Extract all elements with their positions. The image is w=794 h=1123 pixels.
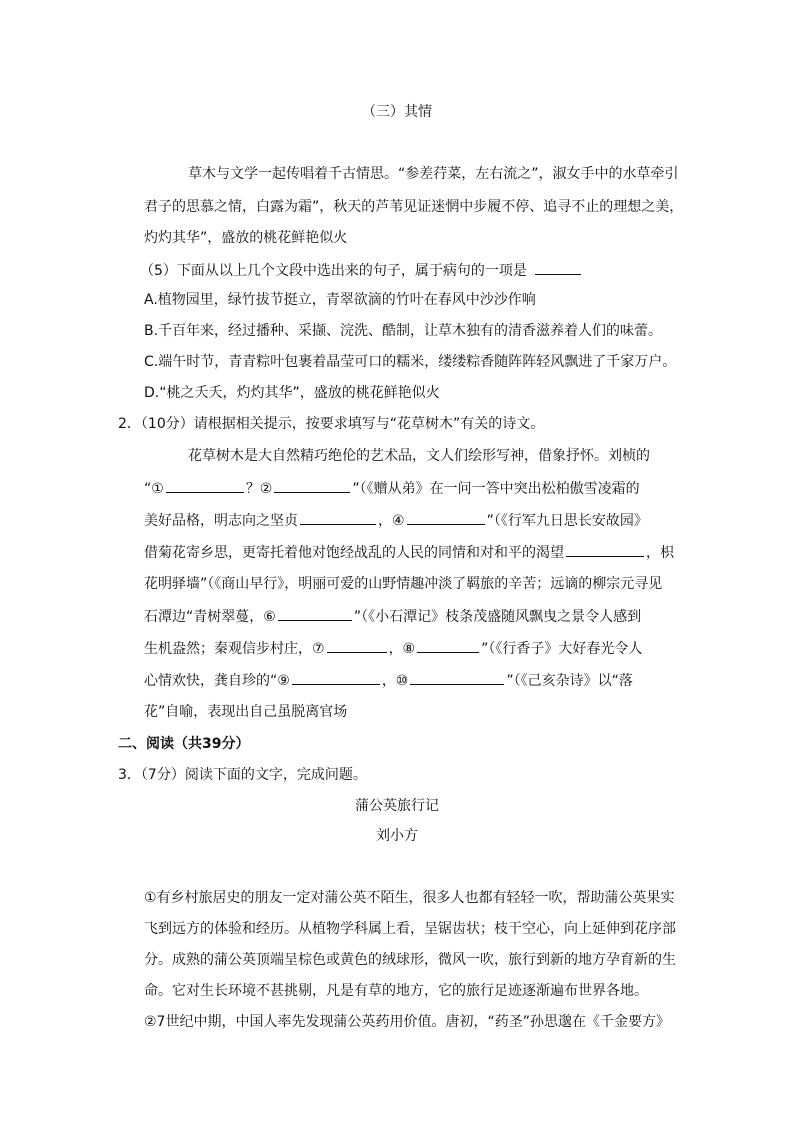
section3-title: （三）其情 — [362, 104, 432, 120]
question5-stem-text: （5）下面从以上几个文段中选出来的句子，属于病句的一项是 — [140, 263, 527, 279]
q2-l8-c: ”（《己亥杂诗》以“落 — [506, 673, 633, 689]
article-p1-line4: 命。它对生长环境不甚挑剔，凡是有草的地方，它的旅行足迹逐渐遍布世界各地。 — [144, 983, 648, 999]
question2-line9: 花”自喻，表现出自己虽脱离官场 — [144, 704, 348, 720]
question2-line4 — [144, 542, 674, 563]
question2-stem: 2．（10分）请根据相关提示，按要求填写与“花草树木”有关的诗文。 — [118, 416, 545, 432]
q2-l4-b: ，枳 — [646, 545, 674, 561]
question2-line5: 花明驿墙”（《商山早行》，明丽可爱的山野情趣冲淡了羁旅的辛苦；远谪的柳宗元寻见 — [144, 576, 663, 592]
option-d: D.“桃之夭夭，灼灼其华”，盛放的桃花鲜艳似火 — [144, 385, 440, 401]
question2-line6 — [144, 606, 641, 627]
question2-line3 — [144, 510, 648, 531]
q2-l8-b: ，⑩ — [381, 673, 409, 689]
q2-l6-a: 石潭边“青树翠蔓，⑥ — [144, 609, 276, 625]
blank-9[interactable] — [292, 670, 380, 685]
question3-stem: 3．（7分）阅读下面的文字，完成问题。 — [118, 767, 367, 783]
question5-stem — [140, 260, 581, 281]
passage3-line1: 草木与文学一起传唱着千古情思。“参差荇菜，左右流之”，淑女手中的水草牵引 — [188, 166, 679, 182]
q2-l7-c: ”（《行香子》大好春光令人 — [481, 641, 643, 657]
q2-l3-c: ”（《行军九日思长安故园》 — [486, 513, 648, 529]
article-author: 刘小方 — [376, 828, 418, 844]
question2-line1: 花草树木是大自然精巧绝伦的艺术品，文人们绘形写神，借象抒怀。刘桢的 — [188, 448, 650, 464]
question5-answer-blank[interactable] — [535, 260, 581, 275]
q2-l2-a: “① — [144, 481, 164, 497]
blank-4[interactable] — [407, 510, 485, 525]
q2-l2-b: ？② — [245, 481, 273, 497]
q2-l2-c: ”（《赠从弟》在一问一答中突出松柏傲雪凌霜的 — [352, 481, 640, 497]
blank-2[interactable] — [274, 478, 350, 493]
article-title: 蒲公英旅行记 — [355, 798, 439, 814]
q2-l4-a: 借菊花寄乡思，更寄托着他对饱经战乱的人民的同情和对和平的渴望 — [144, 545, 564, 561]
blank-3[interactable] — [300, 510, 376, 525]
q2-l8-a: 心情欢快，龚自珍的“⑨ — [144, 673, 290, 689]
q2-l3-a: 美好品格，明志向之坚贞 — [144, 513, 298, 529]
article-p1-line1: ①有乡村旅居史的朋友一定对蒲公英不陌生，很多人也都有轻轻一吹，帮助蒲公英果实 — [144, 890, 675, 906]
option-a: A.植物园里，绿竹拔节挺立，青翠欲滴的竹叶在春风中沙沙作响 — [144, 292, 536, 308]
blank-7[interactable] — [327, 638, 387, 653]
blank-6[interactable] — [278, 606, 352, 621]
question2-line8 — [144, 670, 633, 691]
passage3-line3: 灼灼其华”，盛放的桃花鲜艳似火 — [144, 230, 348, 246]
part2-heading: 二、阅读（共39分） — [118, 736, 250, 752]
question2-line2 — [144, 478, 640, 499]
q2-l3-b: ，④ — [378, 513, 405, 529]
blank-8[interactable] — [417, 638, 479, 653]
blank-5[interactable] — [566, 542, 644, 557]
q2-l6-b: ”（《小石潭记》枝条茂盛随风飘曳之景令人感到 — [353, 609, 642, 625]
article-p2-line1: ②7世纪中期，中国人率先发现蒲公英药用价值。唐初，“药圣”孙思邈在《千金要方》 — [144, 1014, 670, 1030]
passage3-line2: 君子的思慕之情，白露为霜”，秋天的芦苇见证迷惘中步履不停、追寻不止的理想之美， — [144, 199, 684, 215]
blank-10[interactable] — [410, 670, 504, 685]
blank-1[interactable] — [166, 478, 244, 493]
option-b: B.千百年来，经过播种、采撷、浣洗、酷制，让草木独有的清香滋养着人们的味蕾。 — [144, 323, 663, 339]
article-p1-line2: 飞到远方的体验和经历。从植物学科属上看，呈锯齿状；枝干空心，向上延伸到花序部 — [144, 921, 676, 937]
article-p1-line3: 分。成熟的蒲公英顶端呈棕色或黄色的绒球形，微风一吹，旅行到新的地方孕育新的生 — [144, 952, 676, 968]
question2-line7 — [144, 638, 642, 659]
q2-l7-a: 生机盎然；秦观信步村庄，⑦ — [144, 641, 325, 657]
option-c: C.端午时节，青青粽叶包裹着晶莹可口的糯米，缕缕粽香随阵阵轻风飘进了千家万户。 — [144, 354, 677, 370]
q2-l7-b: ，⑧ — [388, 641, 416, 657]
